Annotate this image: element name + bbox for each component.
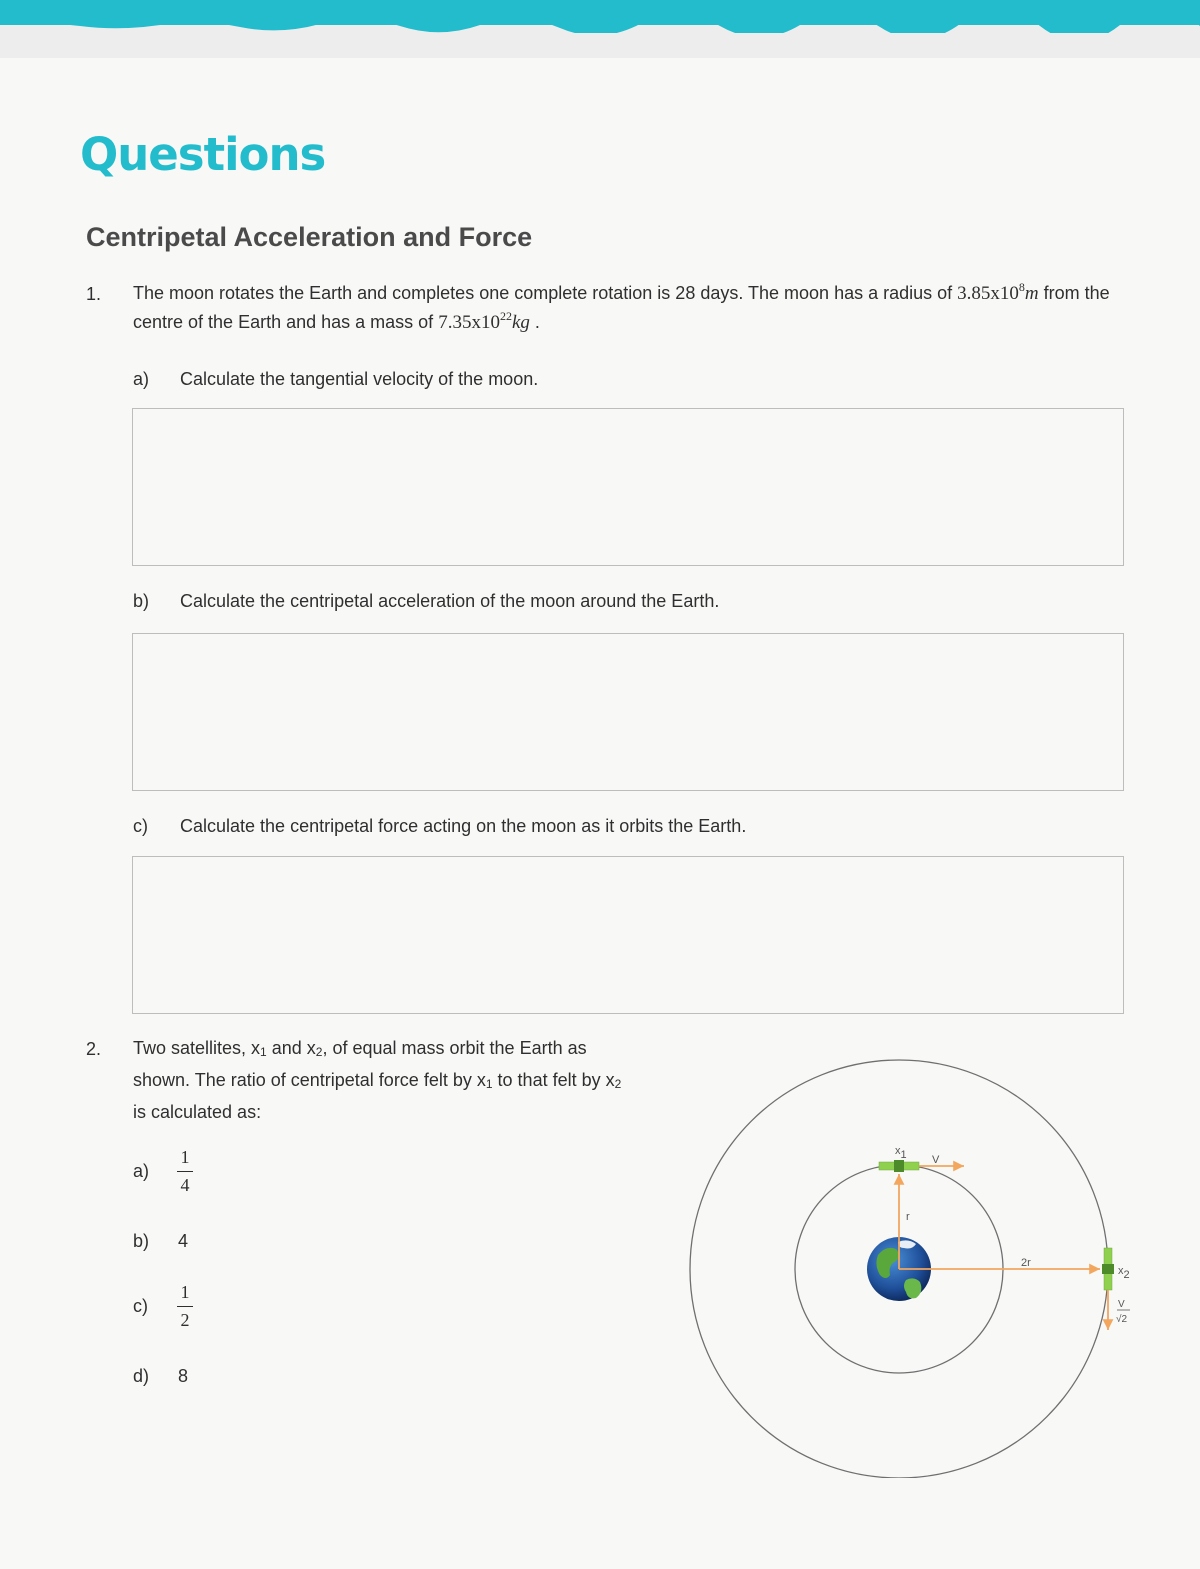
q1-part-a-text: Calculate the tangential velocity of the moon.	[180, 369, 539, 389]
question-2-line-1: Two satellites, $x_1$ and $x_2$, of equal mass orbit the Earth as	[133, 1038, 587, 1059]
question-2-number: 2.	[86, 1039, 102, 1059]
orbit-diagram	[688, 1058, 1148, 1478]
choice-c-denominator: 2	[180, 1310, 190, 1330]
choice-a-numerator: 1	[180, 1147, 190, 1167]
choice-d-value[interactable]: 8	[178, 1366, 189, 1386]
question-2-line-2: shown. The ratio of centripetal force felt by $x_1$ to that felt by $x_2$	[133, 1070, 622, 1091]
r-label: r	[906, 1211, 910, 1223]
x1-label: x1	[895, 1145, 907, 1161]
question-2-line-3: is calculated as:	[133, 1102, 262, 1122]
choice-a-fraction[interactable]	[175, 1147, 195, 1196]
question-1-text	[133, 279, 1128, 337]
q1-part-b-text: Calculate the centripetal acceleration of the moon around the Earth.	[180, 591, 720, 611]
choice-b-value[interactable]: 4	[178, 1231, 189, 1251]
satellite-x1-icon	[879, 1160, 919, 1172]
choice-c-label[interactable]: c)	[133, 1296, 148, 1316]
v-over-root2-numerator: V	[1118, 1299, 1125, 1310]
two-r-label: 2r	[1021, 1257, 1031, 1269]
v-over-root2-denominator: √2	[1116, 1314, 1128, 1325]
question-1-number: 1.	[86, 284, 102, 304]
section-title: Centripetal Acceleration and Force	[86, 222, 533, 252]
q1-part-a-label: a)	[133, 369, 150, 389]
x2-label: x2	[1118, 1265, 1130, 1281]
radius-value: $3.85x10^8m$	[957, 280, 1039, 304]
satellite-x2-icon	[1102, 1248, 1114, 1290]
answer-box-1c[interactable]	[132, 856, 1124, 1014]
q1-part-c-text: Calculate the centripetal force acting on the moon as it orbits the Earth.	[180, 816, 747, 836]
choice-c-numerator: 1	[180, 1282, 190, 1302]
question-2-text	[133, 1034, 673, 1126]
choice-b-label[interactable]: b)	[133, 1231, 150, 1251]
answer-box-1b[interactable]	[132, 633, 1124, 791]
choice-d-label[interactable]: d)	[133, 1366, 150, 1386]
question-1-text-part1: The moon rotates the Earth and completes one complete rotation is 28 days. The moon has a radius of	[133, 283, 958, 303]
choice-c-fraction[interactable]	[175, 1282, 195, 1331]
mass-value: $7.35x10^{22}kg$	[438, 309, 530, 333]
fraction-bar	[177, 1306, 193, 1307]
choice-a-denominator: 4	[180, 1175, 190, 1195]
torn-paper-edge	[0, 25, 1200, 58]
answer-box-1a[interactable]	[132, 408, 1124, 566]
question-1-text-part3: .	[529, 312, 540, 332]
choice-a-label[interactable]: a)	[133, 1161, 150, 1181]
v-label: V	[932, 1154, 940, 1166]
q1-part-b-label: b)	[133, 591, 150, 611]
question-1-text-part2: from the centre of the Earth and has a mass of	[133, 283, 1110, 332]
q1-part-c-label: c)	[133, 816, 148, 836]
page-heading: Questions	[80, 128, 326, 181]
fraction-bar	[177, 1171, 193, 1172]
